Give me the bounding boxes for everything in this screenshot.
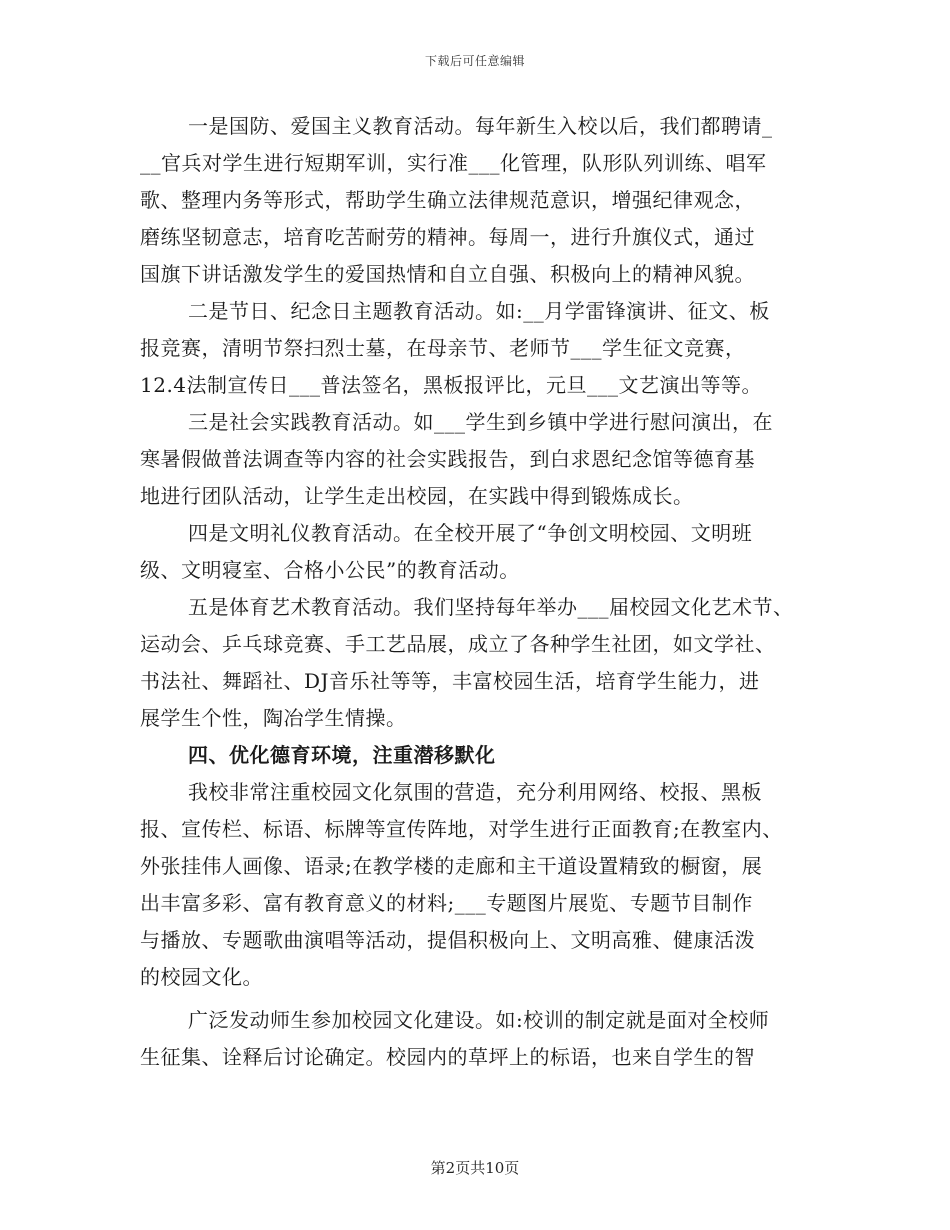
paragraph-line: 我校非常注重校园文化氛围的营造，充分利用网络、校报、黑板: [188, 780, 762, 804]
page-header: 下载后可任意编辑: [424, 54, 525, 68]
paragraph-line: 出丰富多彩、富有教育意义的材料;___专题图片展览、专题节目制作: [140, 891, 753, 915]
paragraph-line: __官兵对学生进行短期军训，实行准___化管理，队形队列训练、唱军: [140, 151, 767, 175]
paragraph-line: 地进行团队活动，让学生走出校园，在实践中得到锻炼成长。: [140, 484, 694, 508]
paragraph-line: 运动会、乒乓球竞赛、手工艺品展，成立了各种学生社团，如文学社、: [140, 632, 776, 656]
paragraph-line: 报竞赛，清明节祭扫烈士墓，在母亲节、老师节___学生征文竞赛，: [140, 336, 746, 360]
paragraph-line: 三是社会实践教育活动。如___学生到乡镇中学进行慰问演出，在: [188, 410, 773, 434]
paragraph-line: 12.4法制宣传日___普法签名，黑板报评比，元旦___文艺演出等等。: [140, 373, 763, 397]
paragraph-line: 国旗下讲话激发学生的爱国热情和自立自强、积极向上的精神风貌。: [140, 262, 755, 286]
paragraph-line: 一是国防、爱国主义教育活动。每年新生入校以后，我们都聘请_: [188, 114, 773, 138]
paragraph-line: 歌、整理内务等形式，帮助学生确立法律规范意识，增强纪律观念，: [140, 188, 755, 212]
paragraph-line: 与播放、专题歌曲演唱等活动，提倡积极向上、文明高雅、健康活泼: [140, 928, 755, 952]
paragraph-line: 生征集、诠释后讨论确定。校园内的草坪上的标语，也来自学生的智: [140, 1045, 755, 1069]
paragraph-line: 展学生个性，陶冶学生情操。: [140, 706, 407, 730]
paragraph-line: 广泛发动师生参加校园文化建设。如:校训的制定就是面对全校师: [188, 1008, 770, 1032]
paragraph-line: 外张挂伟人画像、语录;在教学楼的走廊和主干道设置精致的橱窗，展: [140, 854, 763, 878]
paragraph-line: 五是体育艺术教育活动。我们坚持每年举办___届校园文化艺术节、: [188, 595, 794, 619]
paragraph-line: 报、宣传栏、标语、标牌等宣传阵地，对学生进行正面教育;在教室内、: [140, 817, 783, 841]
paragraph-line: 的校园文化。: [140, 965, 263, 989]
page-footer: 第2页共10页: [430, 1159, 520, 1177]
document-body: [140, 108, 810, 1076]
paragraph-line: 磨练坚韧意志，培育吃苦耐劳的精神。每周一，进行升旗仪式，通过: [140, 225, 755, 249]
section-heading: 四、优化德育环境，注重潜移默化: [188, 743, 496, 767]
paragraph-line: 级、文明寝室、合格小公民”的教育活动。: [140, 558, 520, 582]
paragraph-line: 二是节日、纪念日主题教育活动。如:__月学雷锋演讲、征文、板: [188, 299, 770, 323]
paragraph-line: 四是文明礼仪教育活动。在全校开展了“争创文明校园、文明班: [188, 521, 753, 545]
paragraph-line: 书法社、舞蹈社、DJ音乐社等等，丰富校园生活，培育学生能力，进: [140, 669, 760, 693]
paragraph-line: 寒暑假做普法调查等内容的社会实践报告，到白求恩纪念馆等德育基: [140, 447, 755, 471]
